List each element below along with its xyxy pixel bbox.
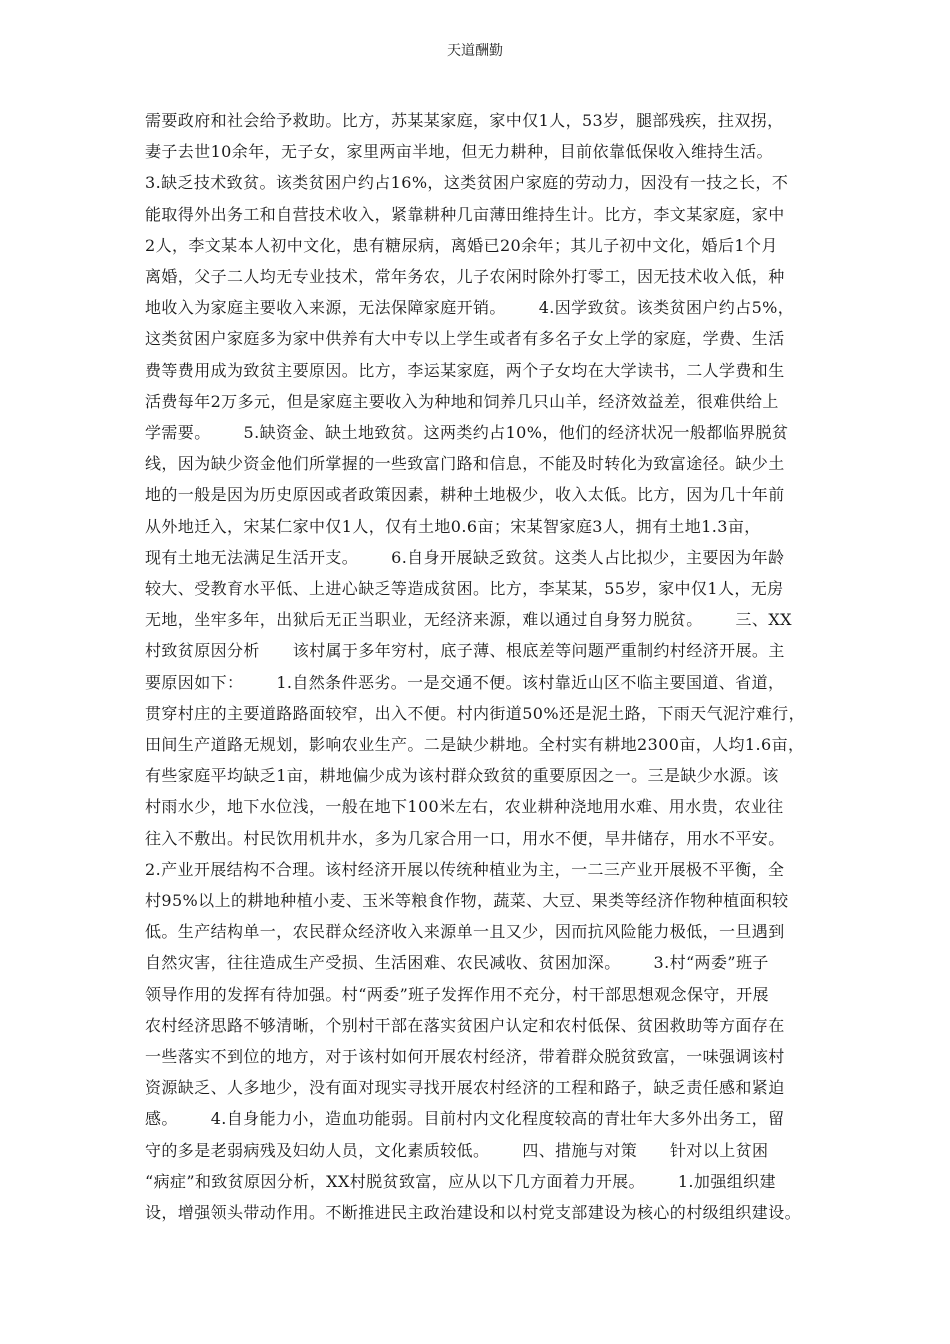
paragraph-line: 村雨水少，地下水位浅，一般在地下100米左右，农业耕种浇地用水难、用水贵，农业往 [145, 797, 784, 817]
paragraph-line: 2人，李文某本人初中文化，患有糖尿病，离婚已20余年；其儿子初中文化，婚后1个月 [145, 235, 778, 255]
paragraph-line: 农村经济思路不够清晰，个别村干部在落实贫困户认定和农村低保、贫困救助等方面存在 [145, 1015, 785, 1035]
paragraph-line: 地的一般是因为历史原因或者政策因素，耕种土地极少，收入太低。比方，因为几十年前 [145, 485, 785, 505]
paragraph-line: 田间生产道路无规划，影响农业生产。二是缺少耕地。全村实有耕地2300亩，人均1.6亩， [145, 735, 805, 754]
paragraph-line: 这类贫困户家庭多为家中供养有大中专以上学生或者有多名子女上学的家庭，学费、生活 [145, 329, 785, 349]
paragraph-line: 村致贫原因分析 该村属于多年穷村，底子薄、根底差等问题严重制约村经济开展。主 [145, 641, 785, 661]
paragraph-line: 领导作用的发挥有待加强。村“两委”班子发挥作用不充分，村干部思想观念保守，开展 [145, 984, 769, 1004]
paragraph-line: 费等费用成为致贫主要原因。比方，李运某家庭，两个子女均在大学读书，二人学费和生 [145, 360, 785, 380]
paragraph-line: 无地，坐牢多年，出狱后无正当职业，无经济来源，难以通过自身努力脱贫。 三、XX [145, 610, 792, 630]
paragraph-line: 需要政府和社会给予救助。比方，苏某某家庭，家中仅1人，53岁，腿部残疾，拄双拐， [145, 111, 784, 130]
paragraph-line: 2.产业开展结构不合理。该村经济开展以传统种植业为主，一二三产业开展极不平衡，全 [145, 859, 785, 879]
paragraph-line: 感。 4.自身能力小，造血功能弱。目前村内文化程度较高的青壮年大多外出务工，留 [145, 1109, 785, 1129]
paragraph-line: 要原因如下： 1.自然条件恶劣。一是交通不便。该村靠近山区不临主要国道、省道， [145, 672, 785, 692]
paragraph-line: 现有土地无法满足生活开支。 6.自身开展缺乏致贫。这类人占比拟少，主要因为年龄 [145, 547, 785, 567]
page-header: 天道酬勤 [447, 43, 503, 59]
paragraph-line: 一些落实不到位的地方，对于该村如何开展农村经济，带着群众脱贫致富，一味强调该村 [145, 1047, 785, 1066]
paragraph-line: 活费每年2万多元，但是家庭主要收入为种地和饲养几只山羊，经济效益差，很难供给上 [145, 391, 779, 411]
paragraph-line: 能取得外出务工和自营技术收入，紧靠耕种几亩薄田维持生计。比方，李文某家庭，家中 [145, 204, 785, 224]
paragraph-line: 学需要。 5.缺资金、缺土地致贫。这两类约占10%，他们的经济状况一般都临界脱贫 [145, 423, 789, 442]
paragraph-line: 自然灾害，往往造成生产受损、生活困难、农民减收、贫困加深。 3.村“两委”班子 [145, 953, 769, 973]
paragraph-line: 设，增强领头带动作用。不断推进民主政治建设和以村党支部建设为核心的村级组织建设。 [145, 1203, 802, 1222]
paragraph-line: 低。生产结构单一，农民群众经济收入来源单一且又少，因而抗风险能力极低，一旦遇到 [145, 922, 785, 942]
paragraph-line: 离婚，父子二人均无专业技术，常年务农，儿子农闲时除外打零工，因无技术收入低，种 [145, 267, 785, 286]
paragraph-line: 守的多是老弱病残及妇幼人员，文化素质较低。 四、措施与对策 针对以上贫困 [145, 1140, 769, 1160]
paragraph-line: 地收入为家庭主要收入来源，无法保障家庭开销。 4.因学致贫。该类贫困户约占5%， [145, 298, 795, 318]
paragraph-line: 资源缺乏、人多地少，没有面对现实寻找开展农村经济的工程和路子，缺乏责任感和紧迫 [145, 1078, 785, 1098]
paragraph-line: 从外地迁入，宋某仁家中仅1人，仅有土地0.6亩；宋某智家庭3人，拥有土地1.3亩， [145, 516, 761, 536]
paragraph-line: 有些家庭平均缺乏1亩，耕地偏少成为该村群众致贫的重要原因之一。三是缺少水源。该 [145, 766, 779, 786]
paragraph-line: 妻子去世10余年，无子女，家里两亩半地，但无力耕种，目前依靠低保收入维持生活。 [145, 142, 773, 162]
paragraph-line: 往入不敷出。村民饮用机井水，多为几家合用一口，用水不便，旱井储存，用水不平安。 [145, 828, 785, 848]
paragraph-line: 贯穿村庄的主要道路路面较窄，出入不便。村内街道50%还是泥土路，下雨天气泥泞难行， [145, 703, 805, 723]
paragraph-line: 较大、受教育水平低、上进心缺乏等造成贫困。比方，李某某，55岁，家中仅1人，无房 [145, 579, 784, 598]
paragraph-line: 村95%以上的耕地种植小麦、玉米等粮食作物，蔬菜、大豆、果类等经济作物种植面积较 [145, 891, 789, 910]
paragraph-line: 3.缺乏技术致贫。该类贫困户约占16%，这类贫困户家庭的劳动力，因没有一技之长，不 [145, 173, 789, 193]
paragraph-line: 线，因为缺少资金他们所掌握的一些致富门路和信息，不能及时转化为致富途径。缺少土 [145, 454, 785, 474]
paragraph-line: “病症”和致贫原因分析，XX村脱贫致富，应从以下几方面着力开展。 1.加强组织建 [145, 1171, 776, 1191]
